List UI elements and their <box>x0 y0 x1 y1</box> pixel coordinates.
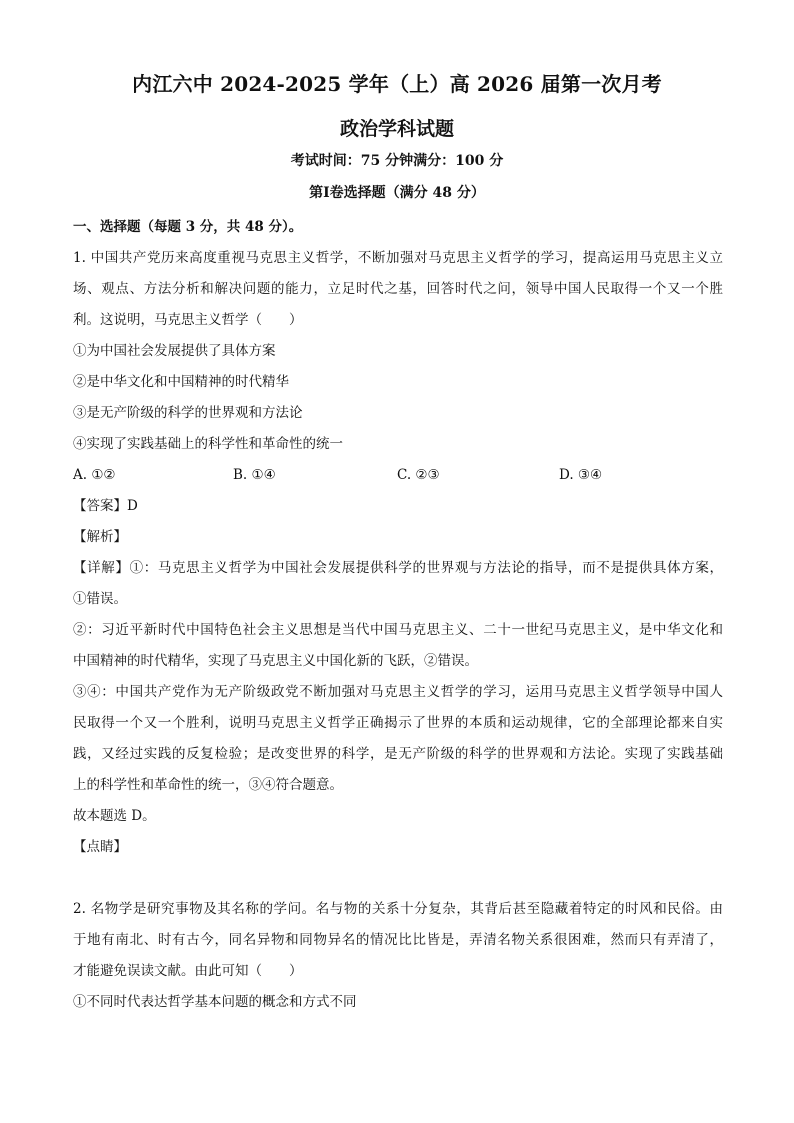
analysis-label: 【解析】 <box>73 529 127 545</box>
q2-statement: ①不同时代表达哲学基本问题的概念和方式不同 <box>73 994 357 1010</box>
detail-line: 民取得一个又一个胜利，说明马克思主义哲学正确揭示了世界的本质和运动规律，它的全部理论都来自实 <box>73 715 723 731</box>
comment-label: 【点睛】 <box>73 839 127 855</box>
q1-option-b: B. ①④ <box>233 467 276 483</box>
q1-stem-line: 1. 中国共产党历来高度重视马克思主义哲学，不断加强对马克思主义哲学的学习，提高运用马克思主义立 <box>73 250 723 266</box>
exam-info: 考试时间：75 分钟满分：100 分 <box>290 153 504 169</box>
blank-space <box>73 863 723 894</box>
subject-title: 政治学科试题 <box>339 118 454 140</box>
q1-statement: ①为中国社会发展提供了具体方案 <box>73 343 276 359</box>
q1-stem-line: 场、观点、方法分析和解决问题的能力，立足时代之基，回答时代之问，领导中国人民取得一个又一个胜 <box>73 281 723 297</box>
exam-title: 内江六中 2024-2025 学年（上）高 2026 届第一次月考 <box>132 72 662 96</box>
detail-line: ③④：中国共产党作为无产阶级政党不断加强对马克思主义哲学的学习，运用马克思主义哲学领导中国人 <box>73 684 723 700</box>
q2-stem-line: 才能避免误读文献。由此可知（ ） <box>73 963 303 979</box>
q2-stem-line: 于地有南北、时有古今，同名异物和同物异名的情况比比皆是，弄清名物关系很困难，然而只有弄清了， <box>73 932 723 948</box>
answer-value: D <box>127 498 138 514</box>
detail-line: 故本题选 D。 <box>73 808 156 824</box>
document-body <box>73 212 723 1018</box>
detail-line: 上的科学性和革命性的统一，③④符合题意。 <box>73 777 343 793</box>
section-heading: 一、选择题（每题 3 分，共 48 分）。 <box>73 219 303 235</box>
q1-option-d: D. ③④ <box>559 467 603 483</box>
volume-title: 第Ⅰ卷选择题（满分 48 分） <box>309 185 485 201</box>
q1-option-a: A. ①② <box>73 467 116 483</box>
q1-answer <box>73 491 723 522</box>
q1-stem-line: 利。这说明，马克思主义哲学（ ） <box>73 312 303 328</box>
q1-statement: ③是无产阶级的科学的世界观和方法论 <box>73 405 303 421</box>
q2-stem-line: 2. 名物学是研究事物及其名称的学问。名与物的关系十分复杂，其背后甚至隐藏着特定的时风和民俗。由 <box>73 901 723 917</box>
q1-statement: ④实现了实践基础上的科学性和革命性的统一 <box>73 436 343 452</box>
q1-options <box>73 460 723 491</box>
q1-option-c: C. ②③ <box>397 467 440 483</box>
q1-statement: ②是中华文化和中国精神的时代精华 <box>73 374 289 390</box>
detail-line: ②：习近平新时代中国特色社会主义思想是当代中国马克思主义、二十一世纪马克思主义，是中华文化和 <box>73 622 723 638</box>
detail-line: 践，又经过实践的反复检验；是改变世界的科学，是无产阶级的科学的世界观和方法论。实现了实践基础 <box>73 746 723 762</box>
detail-line: 【详解】①：马克思主义哲学为中国社会发展提供科学的世界观与方法论的指导，而不是提供具体方案， <box>73 560 723 576</box>
detail-line: ①错误。 <box>73 591 127 607</box>
detail-line: 中国精神的时代精华，实现了马克思主义中国化新的飞跃，②错误。 <box>73 653 478 669</box>
answer-label: 【答案】 <box>73 498 127 514</box>
